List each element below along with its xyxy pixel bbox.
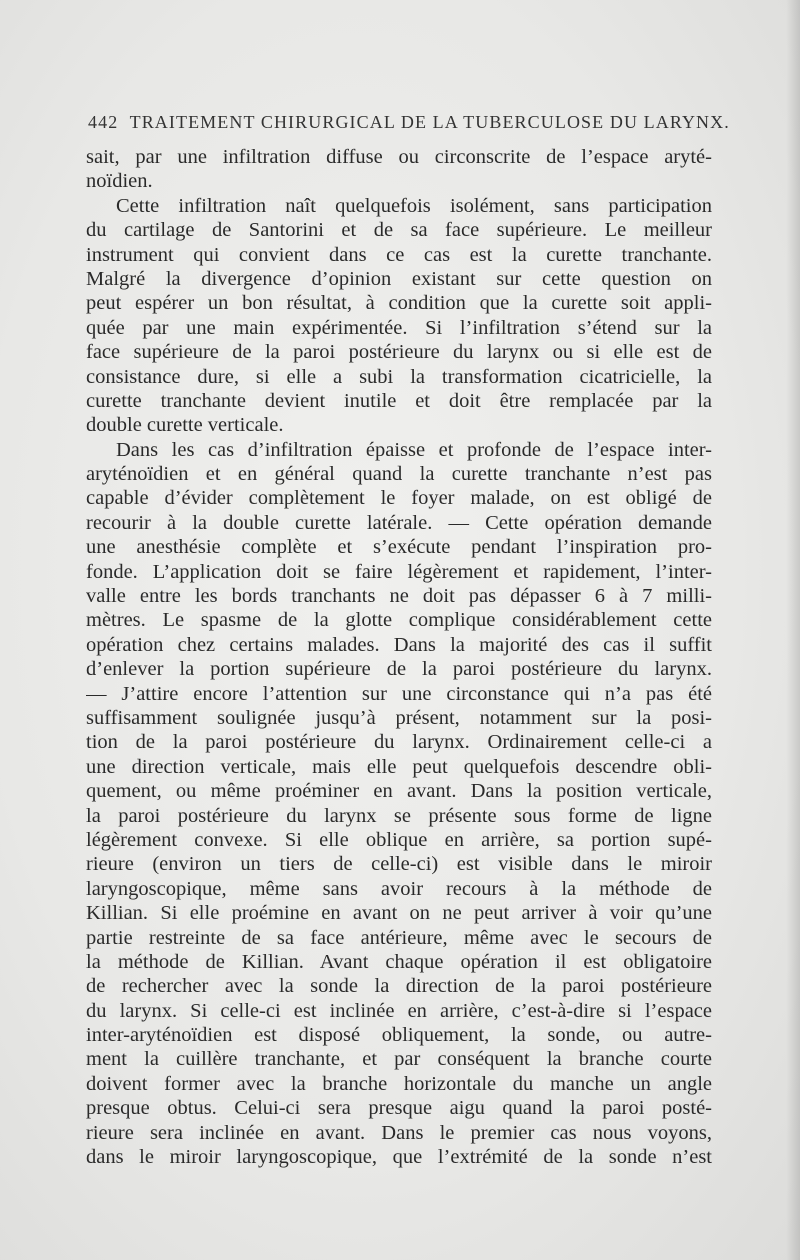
text-line: — J’attire encore l’attention sur une circonstance qui n’a pas été — [86, 682, 712, 705]
text-line: rieure sera inclinée en avant. Dans le premier cas nous voyons, — [86, 1121, 712, 1144]
text-line: de rechercher avec la sonde la direction de la paroi postérieure — [86, 975, 712, 998]
text-line: Malgré la divergence d’opinion existant sur cette question on — [86, 267, 712, 290]
text-line: laryngoscopique, même sans avoir recours à la méthode de — [86, 877, 712, 900]
text-line: légèrement convexe. Si elle oblique en arrière, sa portion supé- — [86, 828, 712, 851]
text-line: une anesthésie complète et s’exécute pendant l’inspiration pro- — [86, 536, 712, 559]
text-line: noïdien. — [86, 170, 153, 193]
text-line: quement, ou même proéminer en avant. Dans la position verticale, — [86, 780, 712, 803]
text-line: du larynx. Si celle-ci est inclinée en arrière, c’est-à-dire si l’espace — [86, 999, 712, 1022]
paragraph-first-line: Cette infiltration naît quelquefois isolément, sans participation — [116, 194, 712, 217]
text-line: dans le miroir laryngoscopique, que l’extrémité de la sonde n’est — [86, 1146, 712, 1169]
text-line: instrument qui convient dans ce cas est la curette tranchante. — [86, 243, 712, 266]
text-line: inter-aryténoïdien est disposé obliquement, la sonde, ou autre- — [86, 1024, 712, 1047]
text-line: opération chez certains malades. Dans la majorité des cas il suffit — [86, 633, 712, 656]
text-line: face supérieure de la paroi postérieure du larynx ou si elle est de — [86, 341, 712, 364]
text-line: presque obtus. Celui-ci sera presque aigu quand la paroi posté- — [86, 1097, 712, 1120]
text-line: partie restreinte de sa face antérieure, même avec le secours de — [86, 926, 712, 949]
page-number: 442 — [88, 112, 119, 132]
paragraph-first-line: Dans les cas d’infiltration épaisse et profonde de l’espace inter- — [116, 438, 712, 461]
text-line: mètres. Le spasme de la glotte complique considérablement cette — [86, 609, 712, 632]
text-line: tion de la paroi postérieure du larynx. Ordinairement celle-ci a — [86, 731, 712, 754]
text-line: Killian. Si elle proémine en avant on ne peut arriver à voir qu’une — [86, 902, 712, 925]
text-line: une direction verticale, mais elle peut quelquefois descendre obli- — [86, 755, 712, 778]
text-line: capable d’évider complètement le foyer malade, on est obligé de — [86, 487, 712, 510]
text-line: recourir à la double curette latérale. — Cette opération demande — [86, 511, 712, 534]
body-text — [86, 145, 712, 1169]
text-line: ment la cuillère tranchante, et par conséquent la branche courte — [86, 1048, 712, 1071]
text-line: du cartilage de Santorini et de sa face supérieure. Le meilleur — [86, 219, 712, 242]
text-line: rieure (environ un tiers de celle-ci) est visible dans le miroir — [86, 853, 712, 876]
running-title: TRAITEMENT CHIRURGICAL DE LA TUBERCULOSE DU LARYNX. — [129, 112, 730, 132]
text-line: la méthode de Killian. Avant chaque opération il est obligatoire — [86, 950, 712, 973]
text-line: fonde. L’application doit se faire légèrement et rapidement, l’inter- — [86, 560, 712, 583]
text-line: double curette verticale. — [86, 414, 284, 437]
text-line: la paroi postérieure du larynx se présente sous forme de ligne — [86, 804, 712, 827]
text-line: valle entre les bords tranchants ne doit pas dépasser 6 à 7 milli- — [86, 585, 712, 608]
text-line: quée par une main expérimentée. Si l’infiltration s’étend sur la — [86, 316, 712, 339]
text-line: peut espérer un bon résultat, à condition que la curette soit appli- — [86, 292, 712, 315]
running-header — [88, 112, 730, 133]
text-line: sait, par une infiltration diffuse ou circonscrite de l’espace aryté- — [86, 146, 712, 168]
text-line: consistance dure, si elle a subi la transformation cicatricielle, la — [86, 365, 712, 388]
page-edge-shadow — [786, 0, 800, 1260]
text-line: curette tranchante devient inutile et doit être remplacée par la — [86, 389, 712, 412]
text-line: aryténoïdien et en général quand la curette tranchante n’est pas — [86, 463, 712, 486]
text-line: doivent former avec la branche horizontale du manche un angle — [86, 1072, 712, 1095]
text-line: suffisamment soulignée jusqu’à présent, notamment sur la posi- — [86, 706, 712, 729]
text-line: d’enlever la portion supérieure de la paroi postérieure du larynx. — [86, 658, 712, 681]
